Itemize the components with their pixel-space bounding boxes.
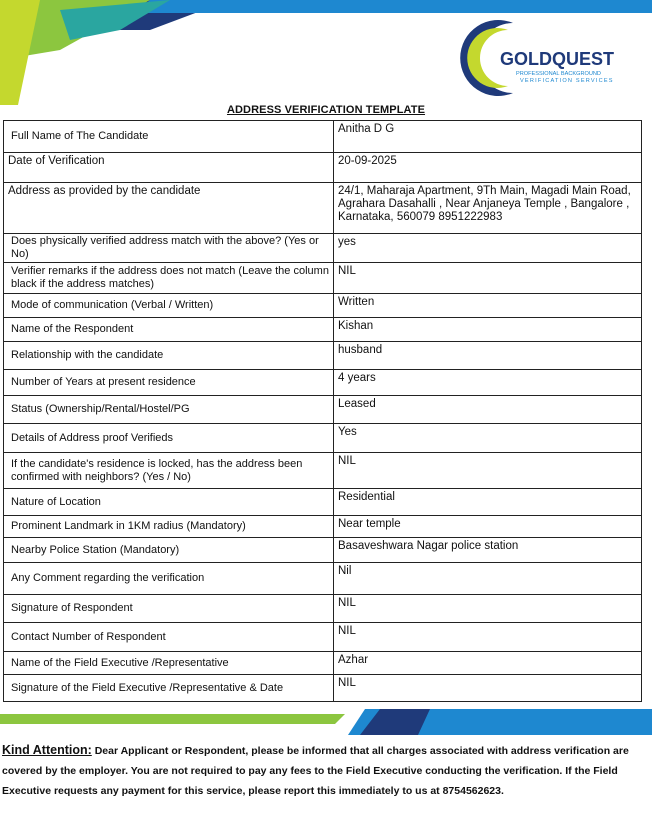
row-label: Prominent Landmark in 1KM radius (Mandatory) xyxy=(4,516,334,538)
row-value: 20-09-2025 xyxy=(334,153,642,183)
row-value: 24/1, Maharaja Apartment, 9Th Main, Magadi Main Road, Agrahara Dasahalli , Near Anjaneya Temple , Bangalore , Karnataka, 560079 8951222983 xyxy=(334,183,642,234)
row-label: Any Comment regarding the verification xyxy=(4,563,334,595)
row-label: Mode of communication (Verbal / Written) xyxy=(4,294,334,318)
row-label: Details of Address proof Verifieds xyxy=(4,424,334,453)
row-value: NIL xyxy=(334,595,642,623)
logo-tagline-2: VERIFICATION SERVICES xyxy=(520,78,614,84)
row-value: NIL xyxy=(334,263,642,294)
table-row xyxy=(4,234,642,263)
row-value: NIL xyxy=(334,453,642,489)
row-label: Signature of the Field Executive /Representative & Date xyxy=(4,675,334,702)
table-row xyxy=(4,489,642,516)
row-value: 4 years xyxy=(334,370,642,396)
table-row xyxy=(4,294,642,318)
row-label: Does physically verified address match with the above? (Yes or No) xyxy=(4,234,334,263)
row-value: Anitha D G xyxy=(334,121,642,153)
row-label: Address as provided by the candidate xyxy=(4,183,334,234)
row-value: yes xyxy=(334,234,642,263)
row-label: Full Name of The Candidate xyxy=(4,121,334,153)
row-value: NIL xyxy=(334,675,642,702)
table-row xyxy=(4,318,642,342)
row-label: Relationship with the candidate xyxy=(4,342,334,370)
row-label: Name of the Respondent xyxy=(4,318,334,342)
document-title: ADDRESS VERIFICATION TEMPLATE xyxy=(226,104,426,116)
table-row xyxy=(4,623,642,652)
table-row xyxy=(4,563,642,595)
footer-green-stripe xyxy=(0,714,345,724)
row-value: Kishan xyxy=(334,318,642,342)
row-value: Written xyxy=(334,294,642,318)
logo-wordmark: GOLDQUEST xyxy=(500,49,615,69)
row-label: Date of Verification xyxy=(4,153,334,183)
table-row xyxy=(4,263,642,294)
table-row xyxy=(4,121,642,153)
row-label: Status (Ownership/Rental/Hostel/PG xyxy=(4,396,334,424)
row-label: Verifier remarks if the address does not match (Leave the column black if the address matches) xyxy=(4,263,334,294)
row-value: husband xyxy=(334,342,642,370)
row-label: Nearby Police Station (Mandatory) xyxy=(4,538,334,563)
goldquest-logo xyxy=(458,18,633,98)
kind-attention-notice xyxy=(2,740,650,801)
verification-table xyxy=(3,120,642,702)
table-row xyxy=(4,595,642,623)
row-value: Basaveshwara Nagar police station xyxy=(334,538,642,563)
footer-banner xyxy=(0,707,652,737)
table-row xyxy=(4,342,642,370)
row-label: Contact Number of Respondent xyxy=(4,623,334,652)
notice-body: Dear Applicant or Respondent, please be informed that all charges associated with address verification are covered by the employer. You are not required to pay any fees to the Field Executive conducting the verification. If the Field Executive requests any payment for this service, please report this immediately to us at 8754562623. xyxy=(2,745,629,797)
table-row xyxy=(4,516,642,538)
banner-blue-stripe xyxy=(135,0,652,13)
table-row xyxy=(4,453,642,489)
row-value: Yes xyxy=(334,424,642,453)
table-row xyxy=(4,370,642,396)
row-value: Near temple xyxy=(334,516,642,538)
row-value: Leased xyxy=(334,396,642,424)
table-row xyxy=(4,652,642,675)
row-label: Signature of Respondent xyxy=(4,595,334,623)
logo-tagline-1: PROFESSIONAL BACKGROUND xyxy=(516,71,601,77)
row-label: Number of Years at present residence xyxy=(4,370,334,396)
row-value: Azhar xyxy=(334,652,642,675)
table-row xyxy=(4,538,642,563)
table-row xyxy=(4,424,642,453)
row-label: If the candidate's residence is locked, has the address been confirmed with neighbors? (Yes / No) xyxy=(4,453,334,489)
row-label: Name of the Field Executive /Representative xyxy=(4,652,334,675)
table-row xyxy=(4,153,642,183)
table-row xyxy=(4,183,642,234)
row-value: Nil xyxy=(334,563,642,595)
row-label: Nature of Location xyxy=(4,489,334,516)
row-value: NIL xyxy=(334,623,642,652)
table-row xyxy=(4,396,642,424)
row-value: Residential xyxy=(334,489,642,516)
notice-heading: Kind Attention: xyxy=(2,743,92,757)
table-row xyxy=(4,675,642,702)
